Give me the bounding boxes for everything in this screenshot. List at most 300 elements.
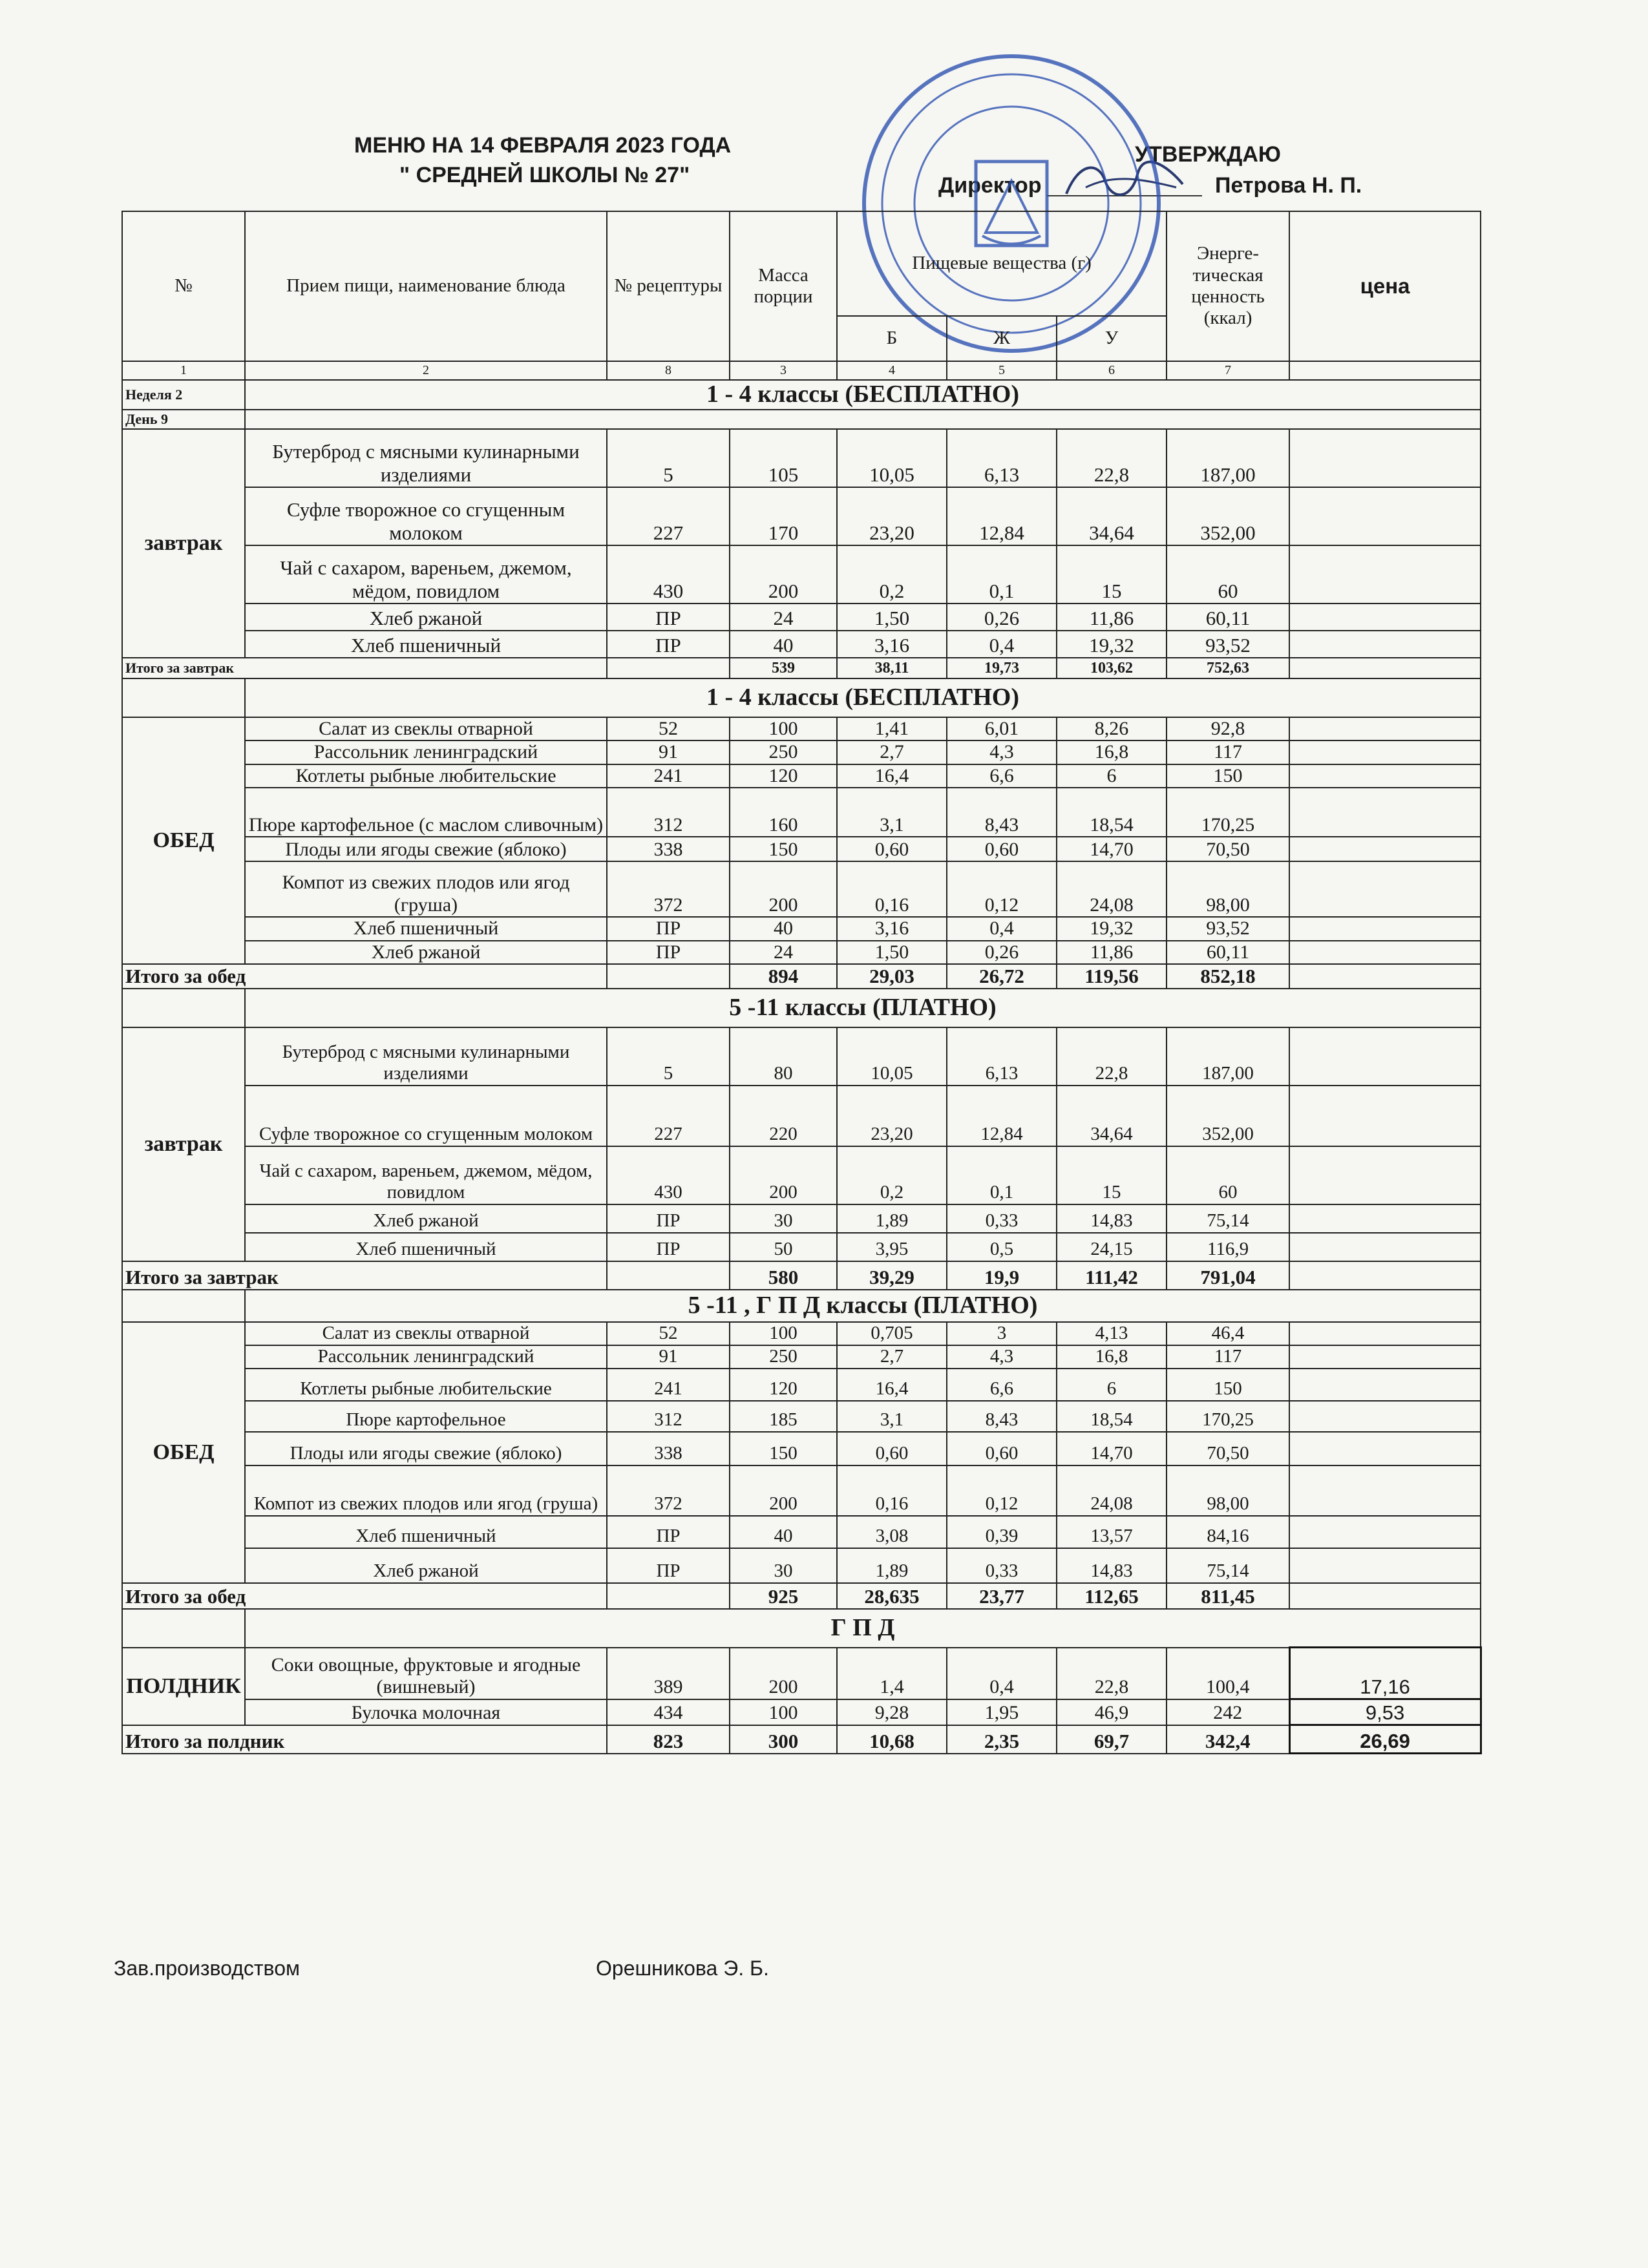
total-kcal: 791,04: [1167, 1261, 1289, 1290]
total-mass: 300: [730, 1725, 837, 1754]
cell-kcal: 84,16: [1167, 1516, 1289, 1548]
dish-name: Булочка молочная: [245, 1699, 607, 1725]
cell-price: [1289, 1465, 1481, 1516]
cell-recipe: 52: [607, 717, 730, 741]
cell-zh: 0,4: [947, 917, 1057, 941]
cell-kcal: 150: [1167, 764, 1289, 788]
total-mass: 894: [730, 964, 837, 989]
breakfast2-group: [122, 1027, 1481, 1261]
menu-row: [122, 788, 1481, 837]
cell-recipe: 241: [607, 1369, 730, 1401]
col-recipe: № рецептуры: [607, 211, 730, 361]
dish-name: Котлеты рыбные любительские: [245, 1369, 607, 1401]
cell-kcal: 100,4: [1167, 1648, 1289, 1699]
col-dish: Прием пищи, наименование блюда: [245, 211, 607, 361]
cell-mass: 200: [730, 1465, 837, 1516]
total-zh: 19,73: [947, 658, 1057, 678]
cell-zh: 0,26: [947, 604, 1057, 631]
cell-zh: 12,84: [947, 1086, 1057, 1146]
cell-u: 18,54: [1057, 788, 1167, 837]
cell-b: 3,1: [837, 788, 947, 837]
cell-u: 22,8: [1057, 429, 1167, 487]
menu-row: [122, 604, 1481, 631]
total-u: 69,7: [1057, 1725, 1167, 1754]
cell-kcal: 70,50: [1167, 1432, 1289, 1465]
cell-zh: 3: [947, 1322, 1057, 1345]
cell-recipe: ПР: [607, 1233, 730, 1261]
cell-zh: 0,1: [947, 1146, 1057, 1204]
total-zh: 26,72: [947, 964, 1057, 989]
cell-b: 3,1: [837, 1401, 947, 1432]
cell-recipe: 338: [607, 1432, 730, 1465]
cell-recipe: ПР: [607, 1516, 730, 1548]
cell-b: 2,7: [837, 1345, 947, 1369]
cell-recipe: 5: [607, 1027, 730, 1086]
cell-u: 19,32: [1057, 917, 1167, 941]
cell-mass: 100: [730, 717, 837, 741]
dish-name: Хлеб пшеничный: [245, 631, 607, 658]
cell-zh: 12,84: [947, 487, 1057, 545]
cell-b: 1,50: [837, 604, 947, 631]
cell-u: 14,70: [1057, 837, 1167, 861]
section-heading: 5 -11 , Г П Д классы (ПЛАТНО): [245, 1290, 1481, 1322]
cell-u: 22,8: [1057, 1027, 1167, 1086]
total-row: [122, 1583, 1481, 1609]
cell-price: [1289, 1146, 1481, 1204]
cell-recipe: 5: [607, 429, 730, 487]
dish-name: Рассольник ленинградский: [245, 740, 607, 764]
cell-b: 9,28: [837, 1699, 947, 1725]
cell-kcal: 170,25: [1167, 1401, 1289, 1432]
cell-kcal: 93,52: [1167, 631, 1289, 658]
cell-b: 23,20: [837, 1086, 947, 1146]
total-mass: 580: [730, 1261, 837, 1290]
menu-row: [122, 917, 1481, 941]
cell-kcal: 150: [1167, 1369, 1289, 1401]
menu-row: [122, 837, 1481, 861]
cell-kcal: 75,14: [1167, 1204, 1289, 1233]
total-kcal: 342,4: [1167, 1725, 1289, 1754]
cell-recipe: 227: [607, 487, 730, 545]
cell-mass: 40: [730, 917, 837, 941]
cell-u: 34,64: [1057, 1086, 1167, 1146]
cell-mass: 105: [730, 429, 837, 487]
cell-price: [1289, 1516, 1481, 1548]
cell-u: 14,70: [1057, 1432, 1167, 1465]
cell-zh: 1,95: [947, 1699, 1057, 1725]
menu-row: [122, 1233, 1481, 1261]
cell-price: [1289, 1204, 1481, 1233]
meal-label: ПОЛДНИК: [122, 1648, 245, 1725]
cell-b: 10,05: [837, 429, 947, 487]
cell-mass: 220: [730, 1086, 837, 1146]
cell-mass: 200: [730, 1648, 837, 1699]
cell-b: 1,89: [837, 1548, 947, 1583]
cell-mass: 40: [730, 631, 837, 658]
cell-price: 17,16: [1289, 1648, 1481, 1699]
cell-price: [1289, 1086, 1481, 1146]
cell-b: 1,89: [837, 1204, 947, 1233]
cell-mass: 200: [730, 545, 837, 604]
cell-mass: 200: [730, 1146, 837, 1204]
cell-recipe: ПР: [607, 1204, 730, 1233]
cell-zh: 0,4: [947, 631, 1057, 658]
cell-price: [1289, 1432, 1481, 1465]
total-zh: 2,35: [947, 1725, 1057, 1754]
cell-kcal: 93,52: [1167, 917, 1289, 941]
menu-row: [122, 1086, 1481, 1146]
cell-mass: 170: [730, 487, 837, 545]
cell-price: 9,53: [1289, 1699, 1481, 1725]
total-u: 112,65: [1057, 1583, 1167, 1609]
cell-b: 3,16: [837, 917, 947, 941]
cell-recipe: 227: [607, 1086, 730, 1146]
cell-b: 0,16: [837, 861, 947, 917]
cell-price: [1289, 1322, 1481, 1345]
menu-row: [122, 1548, 1481, 1583]
cell-recipe: 389: [607, 1648, 730, 1699]
meal-label: ОБЕД: [122, 717, 245, 965]
cell-u: 6: [1057, 764, 1167, 788]
menu-row: [122, 429, 1481, 487]
cell-price: [1289, 917, 1481, 941]
footer-position: Зав.производством: [114, 1957, 300, 1980]
cell-kcal: 117: [1167, 1345, 1289, 1369]
director-name: Петрова Н. П.: [1215, 173, 1362, 198]
total-zh: 19,9: [947, 1261, 1057, 1290]
cell-recipe: ПР: [607, 631, 730, 658]
col-num: №: [122, 211, 245, 361]
cell-b: 1,50: [837, 941, 947, 965]
cell-mass: 24: [730, 604, 837, 631]
cell-zh: 0,60: [947, 1432, 1057, 1465]
dish-name: Суфле творожное со сгущенным молоком: [245, 1086, 607, 1146]
cell-price: [1289, 861, 1481, 917]
menu-row: [122, 861, 1481, 917]
cell-recipe: 52: [607, 1322, 730, 1345]
cell-b: 0,2: [837, 1146, 947, 1204]
cell-zh: 0,12: [947, 861, 1057, 917]
cell-mass: 80: [730, 1027, 837, 1086]
cell-mass: 50: [730, 1233, 837, 1261]
snack-group: [122, 1648, 1481, 1725]
cell-price: [1289, 487, 1481, 545]
cell-kcal: 46,4: [1167, 1322, 1289, 1345]
cell-kcal: 242: [1167, 1699, 1289, 1725]
cell-recipe: 430: [607, 1146, 730, 1204]
cell-recipe: 312: [607, 1401, 730, 1432]
cell-zh: 8,43: [947, 788, 1057, 837]
cell-mass: 160: [730, 788, 837, 837]
menu-row: [122, 1432, 1481, 1465]
cell-u: 8,26: [1057, 717, 1167, 741]
cell-u: 11,86: [1057, 941, 1167, 965]
cell-u: 46,9: [1057, 1699, 1167, 1725]
total-label: Итого за завтрак: [122, 1261, 607, 1290]
col-index: 4: [837, 361, 947, 380]
total-u: 111,42: [1057, 1261, 1167, 1290]
cell-mass: 30: [730, 1204, 837, 1233]
menu-row: [122, 740, 1481, 764]
col-u: У: [1057, 316, 1167, 361]
cell-u: 4,13: [1057, 1322, 1167, 1345]
dish-name: Плоды или ягоды свежие (яблоко): [245, 1432, 607, 1465]
cell-kcal: 60,11: [1167, 604, 1289, 631]
dish-name: Компот из свежих плодов или ягод (груша): [245, 861, 607, 917]
cell-b: 0,705: [837, 1322, 947, 1345]
col-index: 5: [947, 361, 1057, 380]
cell-recipe: 91: [607, 1345, 730, 1369]
total-label: Итого за обед: [122, 964, 607, 989]
cell-zh: 0,1: [947, 545, 1057, 604]
cell-price: [1289, 1369, 1481, 1401]
total-kcal: 811,45: [1167, 1583, 1289, 1609]
cell-b: 0,2: [837, 545, 947, 604]
cell-u: 22,8: [1057, 1648, 1167, 1699]
cell-b: 16,4: [837, 1369, 947, 1401]
cell-zh: 0,60: [947, 837, 1057, 861]
dish-name: Соки овощные, фруктовые и ягодные (вишневый): [245, 1648, 607, 1699]
col-nutrients: Пищевые вещества (г): [837, 211, 1167, 316]
cell-mass: 185: [730, 1401, 837, 1432]
cell-u: 14,83: [1057, 1204, 1167, 1233]
total-recipe: 823: [607, 1725, 730, 1754]
cell-kcal: 70,50: [1167, 837, 1289, 861]
cell-u: 11,86: [1057, 604, 1167, 631]
total-label: Итого за полдник: [122, 1725, 607, 1754]
cell-mass: 200: [730, 861, 837, 917]
cell-recipe: 372: [607, 861, 730, 917]
cell-u: 16,8: [1057, 1345, 1167, 1369]
cell-price: [1289, 740, 1481, 764]
dish-name: Салат из свеклы отварной: [245, 1322, 607, 1345]
cell-u: 24,08: [1057, 1465, 1167, 1516]
cell-b: 0,60: [837, 837, 947, 861]
menu-row: [122, 1204, 1481, 1233]
dish-name: Чай с сахаром, вареньем, джемом, мёдом, повидлом: [245, 1146, 607, 1204]
total-kcal: 852,18: [1167, 964, 1289, 989]
cell-zh: 6,6: [947, 764, 1057, 788]
cell-kcal: 60: [1167, 545, 1289, 604]
cell-recipe: ПР: [607, 917, 730, 941]
cell-zh: 0,39: [947, 1516, 1057, 1548]
total-row: [122, 1725, 1481, 1754]
approve-label: УТВЕРЖДАЮ: [1135, 142, 1281, 167]
cell-kcal: 60: [1167, 1146, 1289, 1204]
cell-mass: 150: [730, 837, 837, 861]
cell-price: [1289, 837, 1481, 861]
section-heading: 1 - 4 классы (БЕСПЛАТНО): [245, 678, 1481, 717]
total-b: 38,11: [837, 658, 947, 678]
col-index: 7: [1167, 361, 1289, 380]
total-b: 39,29: [837, 1261, 947, 1290]
cell-u: 24,08: [1057, 861, 1167, 917]
school-title: " СРЕДНЕЙ ШКОЛЫ № 27": [399, 163, 690, 187]
menu-row: [122, 1027, 1481, 1086]
column-index-row: [122, 361, 1481, 380]
cell-price: [1289, 545, 1481, 604]
cell-kcal: 187,00: [1167, 429, 1289, 487]
total-label: Итого за обед: [122, 1583, 607, 1609]
cell-b: 2,7: [837, 740, 947, 764]
dish-name: Суфле творожное со сгущенным молоком: [245, 487, 607, 545]
cell-price: [1289, 604, 1481, 631]
total-zh: 23,77: [947, 1583, 1057, 1609]
cell-kcal: 170,25: [1167, 788, 1289, 837]
menu-title: МЕНЮ НА 14 ФЕВРАЛЯ 2023 ГОДА: [354, 133, 732, 158]
cell-kcal: 98,00: [1167, 861, 1289, 917]
total-b: 29,03: [837, 964, 947, 989]
lunch2-group: [122, 1322, 1481, 1583]
director-label: Директор: [938, 173, 1042, 198]
cell-recipe: 372: [607, 1465, 730, 1516]
meal-label: ОБЕД: [122, 1322, 245, 1583]
cell-mass: 250: [730, 740, 837, 764]
cell-b: 0,16: [837, 1465, 947, 1516]
week-label: Неделя 2: [122, 380, 245, 410]
cell-mass: 100: [730, 1322, 837, 1345]
cell-zh: 0,26: [947, 941, 1057, 965]
cell-price: [1289, 1548, 1481, 1583]
cell-u: 15: [1057, 545, 1167, 604]
cell-price: [1289, 1027, 1481, 1086]
cell-price: [1289, 1401, 1481, 1432]
cell-u: 14,83: [1057, 1548, 1167, 1583]
menu-row: [122, 545, 1481, 604]
dish-name: Салат из свеклы отварной: [245, 717, 607, 741]
section-heading: 5 -11 классы (ПЛАТНО): [245, 989, 1481, 1027]
menu-row: [122, 1465, 1481, 1516]
col-index: 3: [730, 361, 837, 380]
meal-label: завтрак: [122, 429, 245, 658]
menu-table: [121, 211, 1482, 1754]
cell-zh: 0,4: [947, 1648, 1057, 1699]
cell-price: [1289, 631, 1481, 658]
col-b: Б: [837, 316, 947, 361]
cell-recipe: ПР: [607, 604, 730, 631]
dish-name: Чай с сахаром, вареньем, джемом, мёдом, повидлом: [245, 545, 607, 604]
total-b: 10,68: [837, 1725, 947, 1754]
menu-row: [122, 487, 1481, 545]
menu-row: [122, 1146, 1481, 1204]
dish-name: Котлеты рыбные любительские: [245, 764, 607, 788]
menu-row: [122, 1369, 1481, 1401]
cell-zh: 0,5: [947, 1233, 1057, 1261]
col-zh: Ж: [947, 316, 1057, 361]
dish-name: Хлеб пшеничный: [245, 1233, 607, 1261]
cell-recipe: 338: [607, 837, 730, 861]
dish-name: Пюре картофельное (с маслом сливочным): [245, 788, 607, 837]
cell-zh: 4,3: [947, 740, 1057, 764]
dish-name: Хлеб пшеничный: [245, 917, 607, 941]
cell-zh: 0,33: [947, 1548, 1057, 1583]
cell-mass: 250: [730, 1345, 837, 1369]
cell-price: [1289, 1345, 1481, 1369]
cell-u: 19,32: [1057, 631, 1167, 658]
menu-row: [122, 1516, 1481, 1548]
cell-zh: 8,43: [947, 1401, 1057, 1432]
dish-name: Хлеб ржаной: [245, 604, 607, 631]
dish-name: Плоды или ягоды свежие (яблоко): [245, 837, 607, 861]
col-index: 1: [122, 361, 245, 380]
cell-kcal: 187,00: [1167, 1027, 1289, 1086]
cell-b: 1,4: [837, 1648, 947, 1699]
cell-b: 1,41: [837, 717, 947, 741]
total-b: 28,635: [837, 1583, 947, 1609]
cell-price: [1289, 941, 1481, 965]
cell-recipe: 241: [607, 764, 730, 788]
total-row: [122, 658, 1481, 678]
menu-row: [122, 941, 1481, 965]
col-index: 6: [1057, 361, 1167, 380]
section-heading: Г П Д: [245, 1609, 1481, 1648]
cell-kcal: 116,9: [1167, 1233, 1289, 1261]
lunch1-group: [122, 717, 1481, 965]
cell-zh: 6,01: [947, 717, 1057, 741]
total-mass: 539: [730, 658, 837, 678]
menu-row: [122, 717, 1481, 741]
section-heading: 1 - 4 классы (БЕСПЛАТНО): [245, 380, 1481, 410]
cell-kcal: 117: [1167, 740, 1289, 764]
col-price: цена: [1289, 211, 1481, 361]
cell-recipe: 312: [607, 788, 730, 837]
col-index: 2: [245, 361, 607, 380]
cell-zh: 6,13: [947, 429, 1057, 487]
cell-b: 3,08: [837, 1516, 947, 1548]
dish-name: Рассольник ленинградский: [245, 1345, 607, 1369]
cell-kcal: 92,8: [1167, 717, 1289, 741]
cell-recipe: 91: [607, 740, 730, 764]
cell-u: 24,15: [1057, 1233, 1167, 1261]
cell-b: 16,4: [837, 764, 947, 788]
menu-row: [122, 631, 1481, 658]
cell-mass: 120: [730, 1369, 837, 1401]
cell-mass: 150: [730, 1432, 837, 1465]
cell-u: 6: [1057, 1369, 1167, 1401]
total-price: 26,69: [1289, 1725, 1481, 1754]
cell-zh: 6,6: [947, 1369, 1057, 1401]
menu-row: [122, 1699, 1481, 1725]
cell-u: 16,8: [1057, 740, 1167, 764]
cell-price: [1289, 788, 1481, 837]
dish-name: Компот из свежих плодов или ягод (груша): [245, 1465, 607, 1516]
total-u: 103,62: [1057, 658, 1167, 678]
menu-row: [122, 1322, 1481, 1345]
breakfast1-group: [122, 429, 1481, 658]
footer-name: Орешникова Э. Б.: [596, 1957, 769, 1980]
cell-price: [1289, 717, 1481, 741]
cell-recipe: 430: [607, 545, 730, 604]
cell-price: [1289, 1233, 1481, 1261]
cell-zh: 0,12: [947, 1465, 1057, 1516]
cell-b: 10,05: [837, 1027, 947, 1086]
dish-name: Хлеб ржаной: [245, 941, 607, 965]
cell-u: 15: [1057, 1146, 1167, 1204]
cell-mass: 40: [730, 1516, 837, 1548]
total-kcal: 752,63: [1167, 658, 1289, 678]
cell-b: 23,20: [837, 487, 947, 545]
cell-mass: 30: [730, 1548, 837, 1583]
cell-recipe: 434: [607, 1699, 730, 1725]
total-row: [122, 1261, 1481, 1290]
cell-price: [1289, 429, 1481, 487]
menu-row: [122, 764, 1481, 788]
cell-u: 13,57: [1057, 1516, 1167, 1548]
col-index: [1289, 361, 1481, 380]
cell-recipe: ПР: [607, 941, 730, 965]
dish-name: Бутерброд с мясными кулинарными изделиями: [245, 429, 607, 487]
total-label: Итого за завтрак: [122, 658, 607, 678]
